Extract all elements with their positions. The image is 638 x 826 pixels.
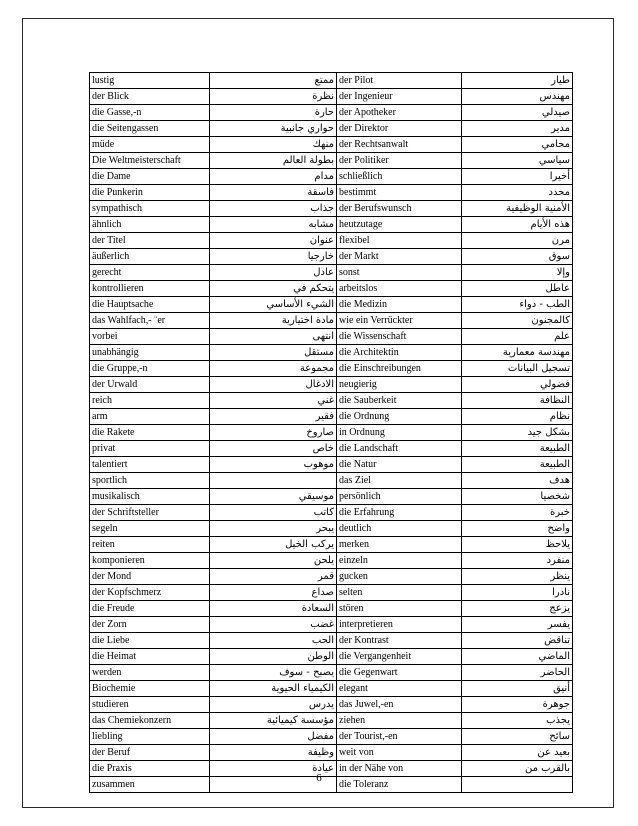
arabic-meaning-left xyxy=(210,473,337,489)
table-row xyxy=(90,409,573,425)
arabic-meaning-left: مؤسسة كيميائية xyxy=(210,713,337,729)
german-word-right: selten xyxy=(337,585,462,601)
german-word-left: kontrollieren xyxy=(90,281,210,297)
table-row xyxy=(90,73,573,89)
german-word-right: interpretieren xyxy=(337,617,462,633)
german-word-right: die Gegenwart xyxy=(337,665,462,681)
table-row xyxy=(90,617,573,633)
german-word-left: studieren xyxy=(90,697,210,713)
german-word-right: gucken xyxy=(337,569,462,585)
german-word-left: die Dame xyxy=(90,169,210,185)
table-row xyxy=(90,489,573,505)
arabic-meaning-left: انتهى xyxy=(210,329,337,345)
arabic-meaning-left: يركب الخيل xyxy=(210,537,337,553)
german-word-right: sonst xyxy=(337,265,462,281)
arabic-meaning-left: الحب xyxy=(210,633,337,649)
arabic-meaning-left: يتحكم في xyxy=(210,281,337,297)
arabic-meaning-right: كالمجنون xyxy=(462,313,573,329)
arabic-meaning-right: تناقض xyxy=(462,633,573,649)
arabic-meaning-left: مستقل xyxy=(210,345,337,361)
german-word-right: weit von xyxy=(337,745,462,761)
arabic-meaning-right: الطب - دواء xyxy=(462,297,573,313)
arabic-meaning-right: ينظر xyxy=(462,569,573,585)
german-word-right: der Kontrast xyxy=(337,633,462,649)
arabic-meaning-left: صاروخ xyxy=(210,425,337,441)
german-word-left: segeln xyxy=(90,521,210,537)
table-row xyxy=(90,281,573,297)
german-word-right: die Ordnung xyxy=(337,409,462,425)
arabic-meaning-right: واضح xyxy=(462,521,573,537)
table-row xyxy=(90,473,573,489)
arabic-meaning-left: فقير xyxy=(210,409,337,425)
table-row xyxy=(90,393,573,409)
german-word-left: Die Weltmeisterschaft xyxy=(90,153,210,169)
german-word-left: der Blick xyxy=(90,89,210,105)
arabic-meaning-right: عاطل xyxy=(462,281,573,297)
german-word-left: musikalisch xyxy=(90,489,210,505)
arabic-meaning-left: قمر xyxy=(210,569,337,585)
german-word-right: das Juwel,-en xyxy=(337,697,462,713)
table-row xyxy=(90,297,573,313)
table-row xyxy=(90,377,573,393)
arabic-meaning-left: الشيء الأساسي xyxy=(210,297,337,313)
german-word-right: der Apotheker xyxy=(337,105,462,121)
german-word-right: der Berufswunsch xyxy=(337,201,462,217)
german-word-left: die Praxis xyxy=(90,761,210,777)
german-word-left: der Beruf xyxy=(90,745,210,761)
german-word-right: arbeitslos xyxy=(337,281,462,297)
table-row xyxy=(90,137,573,153)
german-word-right: die Sauberkeit xyxy=(337,393,462,409)
german-word-left: der Kopfschmerz xyxy=(90,585,210,601)
table-row xyxy=(90,521,573,537)
page-number: 6 xyxy=(316,772,322,784)
arabic-meaning-left: موهوب xyxy=(210,457,337,473)
arabic-meaning-right: سياسي xyxy=(462,153,573,169)
arabic-meaning-right: يزعج xyxy=(462,601,573,617)
arabic-meaning-right: يجذب xyxy=(462,713,573,729)
german-word-right: der Rechtsanwalt xyxy=(337,137,462,153)
arabic-meaning-right: يلاحظ xyxy=(462,537,573,553)
arabic-meaning-left: فاسقة xyxy=(210,185,337,201)
table-row xyxy=(90,665,573,681)
arabic-meaning-right: جوهرة xyxy=(462,697,573,713)
table-row xyxy=(90,681,573,697)
german-word-left: sportlich xyxy=(90,473,210,489)
arabic-meaning-right: النظافة xyxy=(462,393,573,409)
table-row xyxy=(90,89,573,105)
german-word-right: wie ein Verrückter xyxy=(337,313,462,329)
table-row xyxy=(90,633,573,649)
table-row xyxy=(90,217,573,233)
arabic-meaning-right: منفرد xyxy=(462,553,573,569)
german-word-left: der Titel xyxy=(90,233,210,249)
arabic-meaning-right: مرن xyxy=(462,233,573,249)
german-word-right: in der Nähe von xyxy=(337,761,462,777)
arabic-meaning-left: غضب xyxy=(210,617,337,633)
german-word-right: elegant xyxy=(337,681,462,697)
table-row xyxy=(90,729,573,745)
table-row xyxy=(90,441,573,457)
german-word-right: merken xyxy=(337,537,462,553)
arabic-meaning-right: الأمنية الوظيفية xyxy=(462,201,573,217)
german-word-left: arm xyxy=(90,409,210,425)
german-word-left: gerecht xyxy=(90,265,210,281)
table-row xyxy=(90,233,573,249)
table-row xyxy=(90,185,573,201)
arabic-meaning-right: بالقرب من xyxy=(462,761,573,777)
arabic-meaning-left: صداع xyxy=(210,585,337,601)
german-word-left: Biochemie xyxy=(90,681,210,697)
arabic-meaning-left: الوطن xyxy=(210,649,337,665)
arabic-meaning-left: يلحن xyxy=(210,553,337,569)
table-row xyxy=(90,505,573,521)
german-word-left: talentiert xyxy=(90,457,210,473)
arabic-meaning-right: محامي xyxy=(462,137,573,153)
vocabulary-table xyxy=(89,72,573,793)
german-word-left: der Mond xyxy=(90,569,210,585)
german-word-left: das Chemiekonzern xyxy=(90,713,210,729)
german-word-left: die Hauptsache xyxy=(90,297,210,313)
german-word-right: deutlich xyxy=(337,521,462,537)
german-word-left: der Zorn xyxy=(90,617,210,633)
german-word-right: in Ordnung xyxy=(337,425,462,441)
table-row xyxy=(90,745,573,761)
arabic-meaning-left: الادغال xyxy=(210,377,337,393)
arabic-meaning-right: فضولي xyxy=(462,377,573,393)
table-row xyxy=(90,553,573,569)
german-word-right: ziehen xyxy=(337,713,462,729)
arabic-meaning-right: علم xyxy=(462,329,573,345)
table-row xyxy=(90,329,573,345)
german-word-left: die Gasse,-n xyxy=(90,105,210,121)
arabic-meaning-left: وظيفة xyxy=(210,745,337,761)
table-row xyxy=(90,345,573,361)
german-word-left: die Gruppe,-n xyxy=(90,361,210,377)
table-row xyxy=(90,425,573,441)
table-row xyxy=(90,601,573,617)
arabic-meaning-right: بعيد عن xyxy=(462,745,573,761)
german-word-right: das Ziel xyxy=(337,473,462,489)
arabic-meaning-right: تسجيل البيانات xyxy=(462,361,573,377)
german-word-right: die Vergangenheit xyxy=(337,649,462,665)
german-word-left: liebling xyxy=(90,729,210,745)
arabic-meaning-left: السعادة xyxy=(210,601,337,617)
arabic-meaning-right: نظام xyxy=(462,409,573,425)
german-word-right: der Pilot xyxy=(337,73,462,89)
arabic-meaning-left: يدرس xyxy=(210,697,337,713)
german-word-left: privat xyxy=(90,441,210,457)
arabic-meaning-right: الطبيعة xyxy=(462,441,573,457)
german-word-left: die Punkerin xyxy=(90,185,210,201)
arabic-meaning-left: موسيقي xyxy=(210,489,337,505)
arabic-meaning-left: مدام xyxy=(210,169,337,185)
arabic-meaning-right: يفسر xyxy=(462,617,573,633)
german-word-left: die Rakete xyxy=(90,425,210,441)
german-word-left: die Seitengassen xyxy=(90,121,210,137)
table-row xyxy=(90,121,573,137)
arabic-meaning-right: مدير xyxy=(462,121,573,137)
german-word-right: schließlich xyxy=(337,169,462,185)
german-word-left: unabhängig xyxy=(90,345,210,361)
german-word-right: der Ingenieur xyxy=(337,89,462,105)
arabic-meaning-left: خاص xyxy=(210,441,337,457)
german-word-right: der Tourist,-en xyxy=(337,729,462,745)
german-word-left: der Urwald xyxy=(90,377,210,393)
arabic-meaning-left: عيادة xyxy=(210,761,337,777)
table-row xyxy=(90,649,573,665)
table-row xyxy=(90,313,573,329)
arabic-meaning-left: غني xyxy=(210,393,337,409)
german-word-right: die Wissenschaft xyxy=(337,329,462,345)
arabic-meaning-left: يصبح - سوف xyxy=(210,665,337,681)
arabic-meaning-right: بشكل جيد xyxy=(462,425,573,441)
arabic-meaning-left: كاتب xyxy=(210,505,337,521)
arabic-meaning-right: سوق xyxy=(462,249,573,265)
arabic-meaning-right: الحاضر xyxy=(462,665,573,681)
german-word-left: äußerlich xyxy=(90,249,210,265)
arabic-meaning-right: أنيق xyxy=(462,681,573,697)
german-word-left: vorbei xyxy=(90,329,210,345)
table-row xyxy=(90,105,573,121)
arabic-meaning-right: وإلا xyxy=(462,265,573,281)
german-word-right: neugierig xyxy=(337,377,462,393)
arabic-meaning-left: نظرة xyxy=(210,89,337,105)
arabic-meaning-right: مهندسة معمارية xyxy=(462,345,573,361)
german-word-right: der Markt xyxy=(337,249,462,265)
german-word-left: die Freude xyxy=(90,601,210,617)
arabic-meaning-right: محدد xyxy=(462,185,573,201)
arabic-meaning-right: الماضي xyxy=(462,649,573,665)
table-row xyxy=(90,153,573,169)
arabic-meaning-left: حارة xyxy=(210,105,337,121)
arabic-meaning-left: يبحر xyxy=(210,521,337,537)
arabic-meaning-left: خارجيا xyxy=(210,249,337,265)
arabic-meaning-right: هدف xyxy=(462,473,573,489)
german-word-right: der Direktor xyxy=(337,121,462,137)
table-row xyxy=(90,569,573,585)
arabic-meaning-left: حواري جانبية xyxy=(210,121,337,137)
arabic-meaning-right: أخيرا xyxy=(462,169,573,185)
table-row xyxy=(90,361,573,377)
arabic-meaning-right: صيدلي xyxy=(462,105,573,121)
german-word-right: die Landschaft xyxy=(337,441,462,457)
table-row xyxy=(90,697,573,713)
arabic-meaning-left: بطولة العالم xyxy=(210,153,337,169)
arabic-meaning-right: خبرة xyxy=(462,505,573,521)
table-row xyxy=(90,585,573,601)
arabic-meaning-left: جذاب xyxy=(210,201,337,217)
german-word-right: die Toleranz xyxy=(337,777,462,793)
arabic-meaning-left: ممتع xyxy=(210,73,337,89)
german-word-left: reich xyxy=(90,393,210,409)
table-row xyxy=(90,201,573,217)
german-word-left: werden xyxy=(90,665,210,681)
german-word-right: die Einschreibungen xyxy=(337,361,462,377)
german-word-right: die Erfahrung xyxy=(337,505,462,521)
table-row xyxy=(90,457,573,473)
german-word-right: die Natur xyxy=(337,457,462,473)
vocabulary-table-body xyxy=(90,73,573,793)
arabic-meaning-right: هذه الأيام xyxy=(462,217,573,233)
arabic-meaning-left: منهك xyxy=(210,137,337,153)
arabic-meaning-left: مجموعة xyxy=(210,361,337,377)
german-word-right: die Architektin xyxy=(337,345,462,361)
arabic-meaning-left: مفضل xyxy=(210,729,337,745)
german-word-right: flexibel xyxy=(337,233,462,249)
german-word-left: der Schriftsteller xyxy=(90,505,210,521)
table-row xyxy=(90,537,573,553)
german-word-left: die Heimat xyxy=(90,649,210,665)
german-word-left: ähnlich xyxy=(90,217,210,233)
german-word-right: persönlich xyxy=(337,489,462,505)
german-word-right: einzeln xyxy=(337,553,462,569)
table-row xyxy=(90,249,573,265)
german-word-left: die Liebe xyxy=(90,633,210,649)
arabic-meaning-left: عنوان xyxy=(210,233,337,249)
arabic-meaning-right: الطبيعة xyxy=(462,457,573,473)
table-row xyxy=(90,265,573,281)
arabic-meaning-right: مهندس xyxy=(462,89,573,105)
german-word-left: sympathisch xyxy=(90,201,210,217)
german-word-right: der Politiker xyxy=(337,153,462,169)
table-row xyxy=(90,713,573,729)
arabic-meaning-left: الكيمياء الحيوية xyxy=(210,681,337,697)
german-word-left: zusammen xyxy=(90,777,210,793)
arabic-meaning-right: طيار xyxy=(462,73,573,89)
german-word-left: komponieren xyxy=(90,553,210,569)
arabic-meaning-right: شخصيا xyxy=(462,489,573,505)
german-word-left: müde xyxy=(90,137,210,153)
german-word-left: lustig xyxy=(90,73,210,89)
german-word-left: reiten xyxy=(90,537,210,553)
arabic-meaning-right: نادرا xyxy=(462,585,573,601)
arabic-meaning-right: سائح xyxy=(462,729,573,745)
german-word-right: die Medizin xyxy=(337,297,462,313)
german-word-left: das Wahlfach,- ¨er xyxy=(90,313,210,329)
arabic-meaning-left: عادل xyxy=(210,265,337,281)
german-word-right: stören xyxy=(337,601,462,617)
german-word-right: heutzutage xyxy=(337,217,462,233)
arabic-meaning-left: مشابه xyxy=(210,217,337,233)
arabic-meaning-left: مادة اختيارية xyxy=(210,313,337,329)
table-row xyxy=(90,169,573,185)
german-word-right: bestimmt xyxy=(337,185,462,201)
